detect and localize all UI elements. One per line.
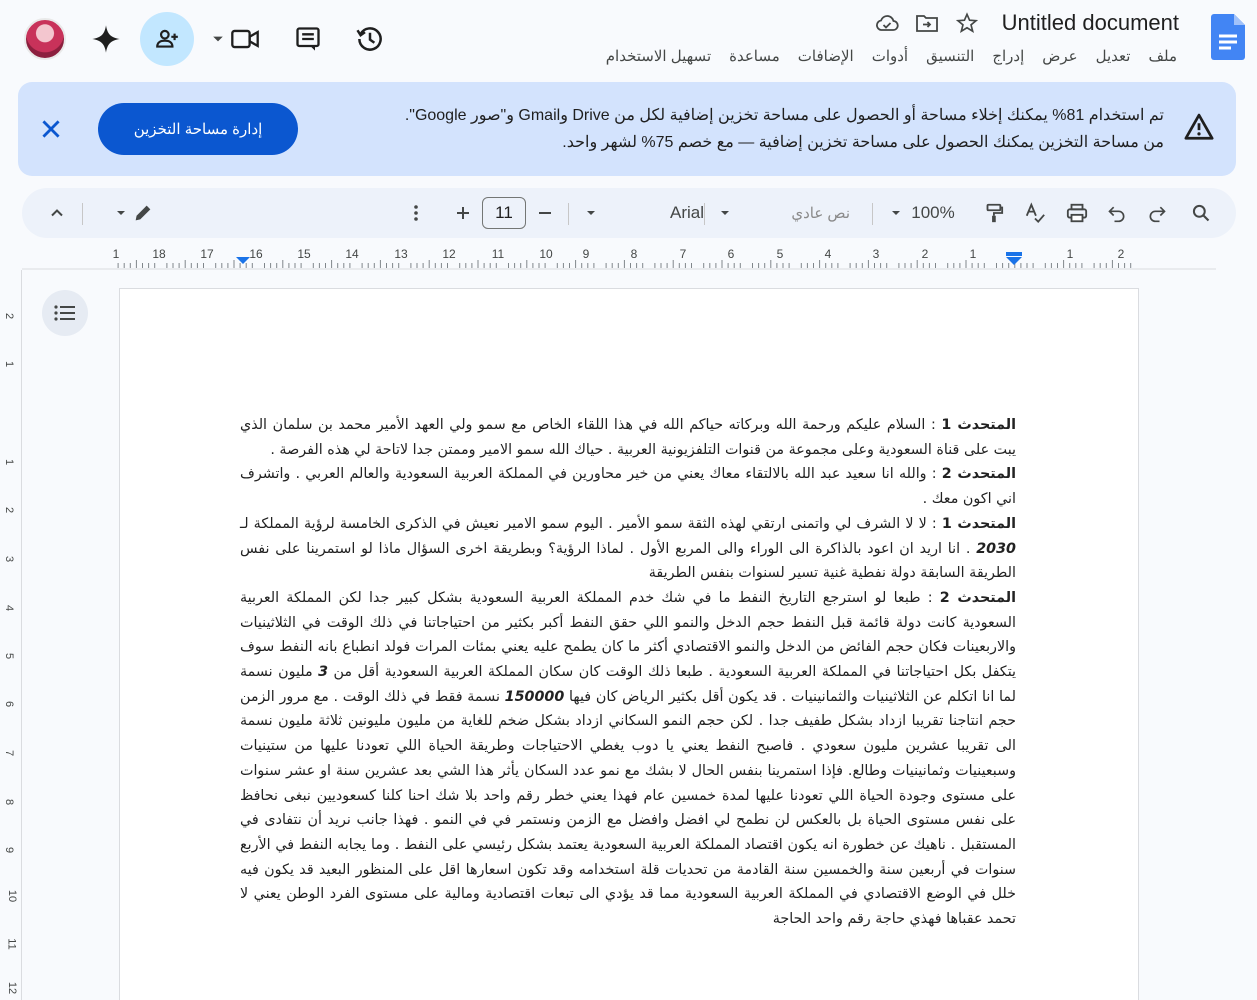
ruler-number: 8 <box>630 247 638 261</box>
ruler-number: 2 <box>3 312 16 320</box>
toolbar-divider <box>872 203 873 225</box>
menu-extensions[interactable]: الإضافات <box>797 48 854 65</box>
ruler-number: 9 <box>3 846 16 854</box>
toolbar-divider <box>704 203 705 225</box>
chevron-up-icon <box>49 205 65 221</box>
ruler-number: 11 <box>491 247 505 261</box>
menu-bar <box>606 47 1177 65</box>
paragraph-text: : السلام عليكم ورحمة الله وبركاته حياكم الله في هذا اللقاء الخاص مع سمو ولي العهد الأمير محمد بن سلمان الذي يبت على قناة السعودية وعلى مجموعة من قنوات التلفزيونية العربية . حياك الله سمو الامير وممتن جدا لاتاحة لي هذه الفرصة . <box>240 417 1016 458</box>
toolbar-divider <box>82 203 83 225</box>
ruler-number: 2 <box>3 506 16 514</box>
spellcheck-icon <box>1024 202 1046 224</box>
paragraph <box>240 462 1016 511</box>
ruler-number: 12 <box>6 981 19 995</box>
move-folder-icon[interactable] <box>914 10 940 36</box>
menu-file[interactable]: ملف <box>1148 48 1177 65</box>
menu-format[interactable]: التنسيق <box>926 48 975 65</box>
ruler-number: 18 <box>152 247 166 261</box>
zoom-select[interactable] <box>882 188 964 238</box>
list-icon <box>54 305 76 321</box>
paragraph <box>240 413 1016 462</box>
chevron-down-icon <box>720 208 730 218</box>
vertical-ruler[interactable] <box>0 270 22 1000</box>
storage-banner <box>18 82 1236 176</box>
meet-dropdown[interactable] <box>204 19 268 59</box>
manage-storage-button[interactable]: إدارة مساحة التخزين <box>98 103 298 155</box>
person-add-icon <box>154 26 180 52</box>
chevron-down-icon <box>586 208 596 218</box>
ruler-number: 9 <box>582 247 590 261</box>
title-row <box>874 10 1179 36</box>
ruler-number: 3 <box>3 555 16 563</box>
ruler-number: 11 <box>5 938 18 950</box>
emphasized-number: 150000 <box>504 688 565 705</box>
ruler-number: 5 <box>776 247 784 261</box>
ruler-number: 4 <box>3 604 16 612</box>
header-actions <box>24 12 390 66</box>
ruler-number: 6 <box>3 700 16 708</box>
ruler-number: 1 <box>1066 247 1074 261</box>
document-title[interactable]: Untitled document <box>1001 10 1179 35</box>
ruler-number: 2 <box>921 247 929 261</box>
paragraph-text: نسمة فقط في ذلك الوقت . مع مرور الزمن حجم انتاجنا تقريبا ازداد بشكل طفيف جدا . لكن حجم النمو السكاني ازداد بشكل ضخم للغاية من مليون مليونين ثلاثة مليون نسمة الى تقريبا عشرين مليون سعودي . فاصبح النفط يعني يا دوب يغطي الاحتياجات وطريقة الحياة اللي تعودنا عليها من ستينيات وسبعينيات وثمانينيات وطالع. فإذا استمرينا بنفس الحال لا بشك مع نمو عدد السكان يأثر هذا الشي بعد عشرين سنة او عشر سنوات على مستوى وجودة الحياة اللي تعودنا عليها لمدة خمسين عام فهذا يعني خطر رقم واحد بلا شك احنا كلنا كسعوديين نبغى نحافظ على نفس مستوى الحياة بل بالعكس لن نطمح لي افضل وافضل مع الزمن ونستمر في في النمو . فهذا جانب نريد أن نتفادى في المستقبل . ناهيك عن خطورة انه يكون اقتصاد المملكة العربية السعودية يعتمد بشكل رئيسي على النفط . وما يجابه النفط في الأربع سنوات في أربعين سنة والخمسين سنة القادمة من تحديات قلة استخدامه وقد تكون اسعارها اقل على المنظور البعيد قد يكون فيه خلل في الوضع الاقتصادي في المملكة العربية السعودية مما قد يؤدي الى تبعات اقتصادية ومالية على مستوى الفرد الوطن يعني لا تحمد عقباها فهذي حاجة رقم واحد الحاجة <box>240 688 1016 928</box>
ruler-number: 10 <box>539 247 553 261</box>
zoom-value: 100% <box>911 203 955 222</box>
ruler-number: 14 <box>345 247 359 261</box>
speaker-label: المتحدث 2 <box>941 466 1016 483</box>
editing-mode-button[interactable] <box>108 188 162 238</box>
share-button[interactable] <box>140 12 194 66</box>
decrease-font-size-button[interactable] <box>530 188 560 238</box>
formatting-toolbar <box>22 188 1236 238</box>
redo-icon <box>1147 203 1167 223</box>
warning-icon <box>1184 112 1214 142</box>
avatar[interactable] <box>24 18 66 60</box>
pencil-icon <box>132 202 154 224</box>
chevron-down-icon <box>212 33 224 45</box>
ruler-number: 2 <box>1117 247 1125 261</box>
plus-icon <box>455 205 471 221</box>
increase-font-size-button[interactable] <box>448 188 478 238</box>
ruler-number: 1 <box>969 247 977 261</box>
history-icon <box>355 24 385 54</box>
emphasized-number: 3 <box>318 664 329 681</box>
more-vert-icon <box>413 204 419 222</box>
ruler-number: 12 <box>442 247 456 261</box>
paragraph-style-select[interactable] <box>716 188 854 238</box>
document-page[interactable] <box>119 288 1139 1000</box>
paragraph-text: . انا اريد ان اعود بالذاكرة الى الوراء والى المربع الأول . لماذا الرؤية؟ وبطريقة اخرى السؤال ماذا لو استمرينا على نفس الطريقة السابقة دولة نفطية غنية تسير لسنوات بنفس الطريقة <box>240 540 1016 582</box>
menu-tools[interactable]: أدوات <box>871 48 909 65</box>
star-icon[interactable] <box>954 10 980 36</box>
comments-button[interactable] <box>288 19 328 59</box>
paragraph-style-value: نص عادي <box>791 205 850 222</box>
ruler-number: 7 <box>679 247 687 261</box>
version-history-button[interactable] <box>350 19 390 59</box>
ruler-number: 1 <box>3 458 16 466</box>
menu-insert[interactable]: إدراج <box>992 48 1025 65</box>
left-indent-marker <box>236 257 250 264</box>
ruler-number: 10 <box>6 889 19 903</box>
document-outline-button[interactable] <box>42 290 88 336</box>
ruler-number: 5 <box>3 652 16 660</box>
toolbar-divider <box>568 203 569 225</box>
horizontal-ruler[interactable] <box>0 244 1257 270</box>
ruler-number: 17 <box>200 247 214 261</box>
ruler-number: 6 <box>727 247 735 261</box>
paragraph <box>240 586 1016 932</box>
more-options-button[interactable] <box>402 188 430 238</box>
close-icon[interactable] <box>38 116 64 142</box>
spellcheck-button[interactable] <box>1020 188 1050 238</box>
banner-line-2: من مساحة التخزين يمكنك الحصول على مساحة تخزين إضافية — مع خصم 75% لشهر واحد. <box>562 134 1164 151</box>
app-header <box>0 0 1257 80</box>
font-size-input[interactable]: 11 <box>482 197 526 229</box>
font-family-select[interactable] <box>582 188 712 238</box>
undo-button[interactable] <box>1102 188 1132 238</box>
redo-button[interactable] <box>1142 188 1172 238</box>
paragraph <box>240 512 1016 586</box>
menu-accessibility[interactable]: تسهيل الاستخدام <box>605 48 712 65</box>
menu-edit[interactable]: تعديل <box>1095 48 1131 65</box>
menu-help[interactable]: مساعدة <box>729 48 780 65</box>
banner-line-1: تم استخدام 81% يمكنك إخلاء مساحة أو الحصول على مساحة تخزين إضافية لكل من Drive وGmail و"صور Google". <box>404 107 1164 124</box>
paragraph-text: : طبعا لو استرجع التاريخ النفط ما في شك خدم المملكة العربية السعودية بشكل كبير جدا لكن المملكة العربية السعودية كانت دولة قائمة قبل النفط حجم الدخل والنمو اللي حقق النفط أكبر بكثير من احتياجاتنا في ذلك الوقت في الثلاثينيات والاربعينات فكان حجم الفائض من الدخل والنمو الاقتصادي أكثر ما كان يطمح عليه يعني بمئات المرات فولد انطباع بانه النفط سوف يتكفل بكل احتياجاتنا في المملكة العربية السعودية . طبعا ذلك الوقت كان سكان المملكة العربية السعودية أقل من <box>240 589 1016 681</box>
ruler-number: 3 <box>872 247 880 261</box>
document-body[interactable] <box>240 413 1016 932</box>
paint-roller-icon <box>982 202 1004 224</box>
search-icon <box>1191 203 1211 223</box>
paragraph-text: : لا لا الشرف لي واتمنى ارتقي لهذه الثقة سمو الأمير . اليوم سمو الامير نعيش في الذكرى الخامسة لرؤية المملكة لـ <box>240 515 942 532</box>
minus-icon <box>537 205 553 221</box>
print-icon <box>1066 202 1088 224</box>
print-button[interactable] <box>1062 188 1092 238</box>
paragraph-text: : والله انا سعيد عبد الله بالالتقاء معاك يعني من خير محاورين في المملكة العربية السعودية والعالم العربي . واتشرف اني اكون معك . <box>240 466 1016 508</box>
banner-message <box>324 102 1164 156</box>
paint-format-button[interactable] <box>978 188 1008 238</box>
ruler-number: 1 <box>3 360 16 368</box>
undo-icon <box>1107 203 1127 223</box>
comment-icon <box>294 25 322 53</box>
ruler-number: 15 <box>297 247 311 261</box>
ruler-number: 1 <box>112 247 120 261</box>
docs-logo-icon[interactable] <box>1211 14 1245 60</box>
speaker-label: المتحدث 1 <box>941 515 1016 532</box>
ruler-number: 4 <box>824 247 832 261</box>
menu-view[interactable]: عرض <box>1042 48 1078 65</box>
gemini-icon[interactable] <box>86 19 126 59</box>
chevron-down-icon <box>891 208 901 218</box>
collapse-toolbar-button[interactable] <box>40 188 74 238</box>
first-line-indent-marker <box>1006 252 1022 256</box>
ruler-number: 8 <box>3 798 16 806</box>
cloud-status-icon[interactable] <box>874 10 900 36</box>
chevron-down-icon <box>116 208 126 218</box>
ruler-number: 7 <box>3 749 16 757</box>
speaker-label: المتحدث 1 <box>941 417 1016 433</box>
speaker-label: المتحدث 2 <box>939 589 1016 606</box>
ruler-number: 13 <box>394 247 408 261</box>
search-menus-button[interactable] <box>1186 188 1216 238</box>
ruler-number: 16 <box>249 247 263 261</box>
emphasized-number: 2030 <box>976 540 1016 557</box>
font-family-value: Arial <box>669 203 704 222</box>
paragraph-text: مليون نسمة لما انا اتكلم عن الثلاثينيات والثمانينيات . قد يكون أقل بكثير الرياض كان فيها <box>240 664 1016 705</box>
video-camera-icon <box>230 26 260 52</box>
